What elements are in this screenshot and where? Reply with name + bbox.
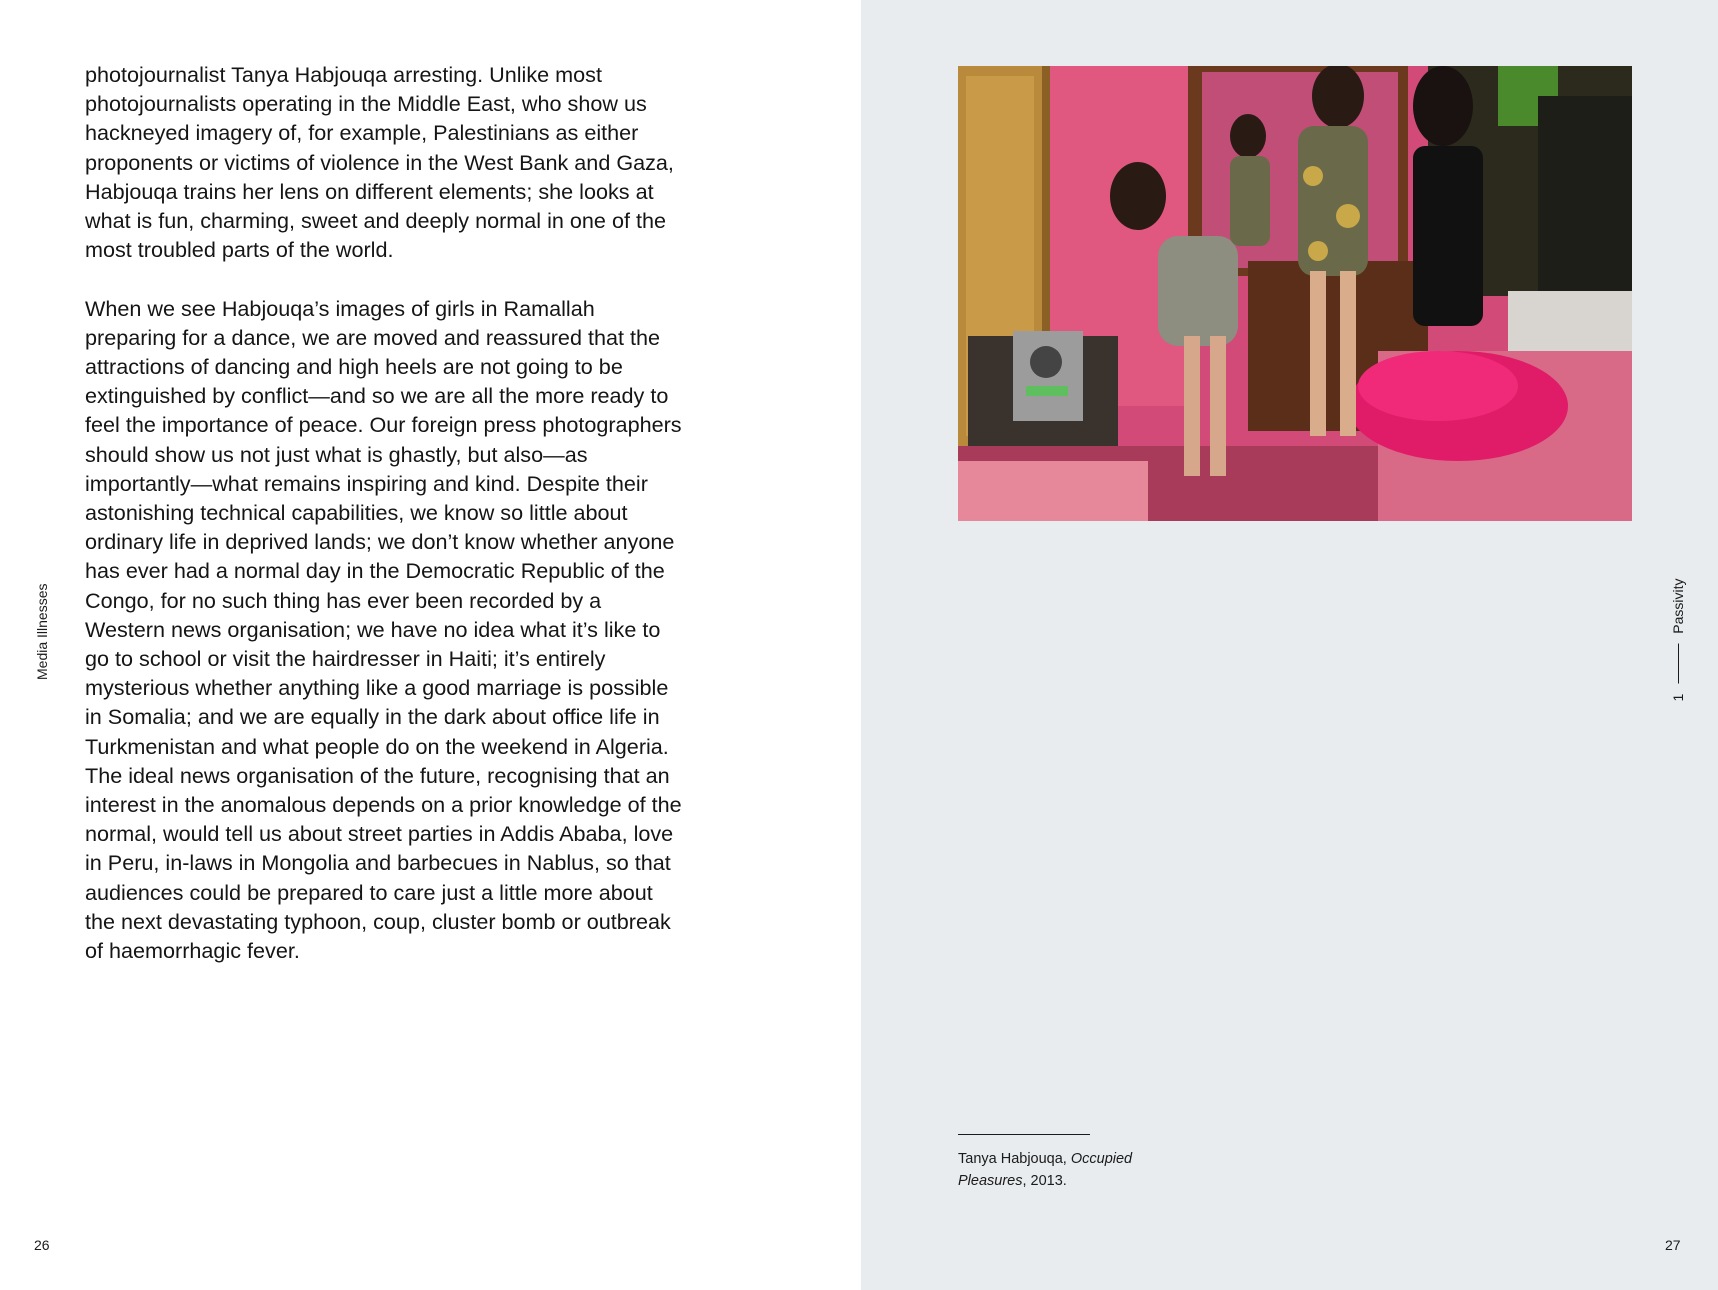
running-head-left: Media Illnesses bbox=[34, 583, 50, 680]
photograph bbox=[958, 66, 1632, 521]
caption-author: Tanya Habjouqa, bbox=[958, 1151, 1071, 1167]
photo-caption bbox=[958, 1148, 1178, 1192]
chapter-number: 1 bbox=[1670, 693, 1686, 702]
photograph-illustration bbox=[958, 66, 1632, 521]
page-number-right: 27 bbox=[1665, 1237, 1681, 1253]
body-text bbox=[85, 60, 685, 965]
chapter-title: Passivity bbox=[1670, 578, 1686, 634]
running-head-right bbox=[1628, 560, 1718, 720]
caption-year: , 2013. bbox=[1022, 1173, 1067, 1189]
page-number-left: 26 bbox=[34, 1237, 50, 1253]
caption-rule bbox=[958, 1134, 1090, 1135]
caption-title: Occupied Pleasures bbox=[958, 1151, 1133, 1189]
running-head-rule bbox=[1678, 644, 1679, 684]
paragraph-2: When we see Habjouqa’s images of girls in Ramallah preparing for a dance, we are moved and reassured that the attractions of dancing and high heels are not going to be extinguished by conflict—and so we are all the more ready to feel the importance of peace. Our foreign press photographers should show us not just what is ghastly, but also—as importantly—what remains inspiring and kind. Despite their astonishing technical capabilities, we know so little about ordinary life in deprived lands; we don’t know whether anyone has ever had a normal day in the Democratic Republic of the Congo, for no such thing has ever been recorded by a Western news organisation; we have no idea what it’s like to go to school or visit the hairdresser in Haiti; it’s entirely mysterious whether anything like a good marriage is possible in Somalia; and we are equally in the dark about office life in Turkmenistan and what people do on the weekend in Algeria. The ideal news organisation of the future, recognising that an interest in the anomalous depends on a prior knowledge of the normal, would tell us about street parties in Addis Ababa, love in Peru, in-laws in Mongolia and barbecues in Nablus, so that audiences could be prepared to care just a little more about the next devastating typhoon, coup, cluster bomb or outbreak of haemorrhagic fever. bbox=[85, 295, 682, 964]
paragraph-1: photojournalist Tanya Habjouqa arresting. Unlike most photojournalists operating in the Middle East, who show us hackneyed imagery of, for example, Palestinians as either proponents or victims of violence in the West Bank and Gaza, Habjouqa trains her lens on different elements; she looks at what is fun, charming, sweet and deeply normal in one of the most troubled parts of the world. bbox=[85, 62, 674, 263]
